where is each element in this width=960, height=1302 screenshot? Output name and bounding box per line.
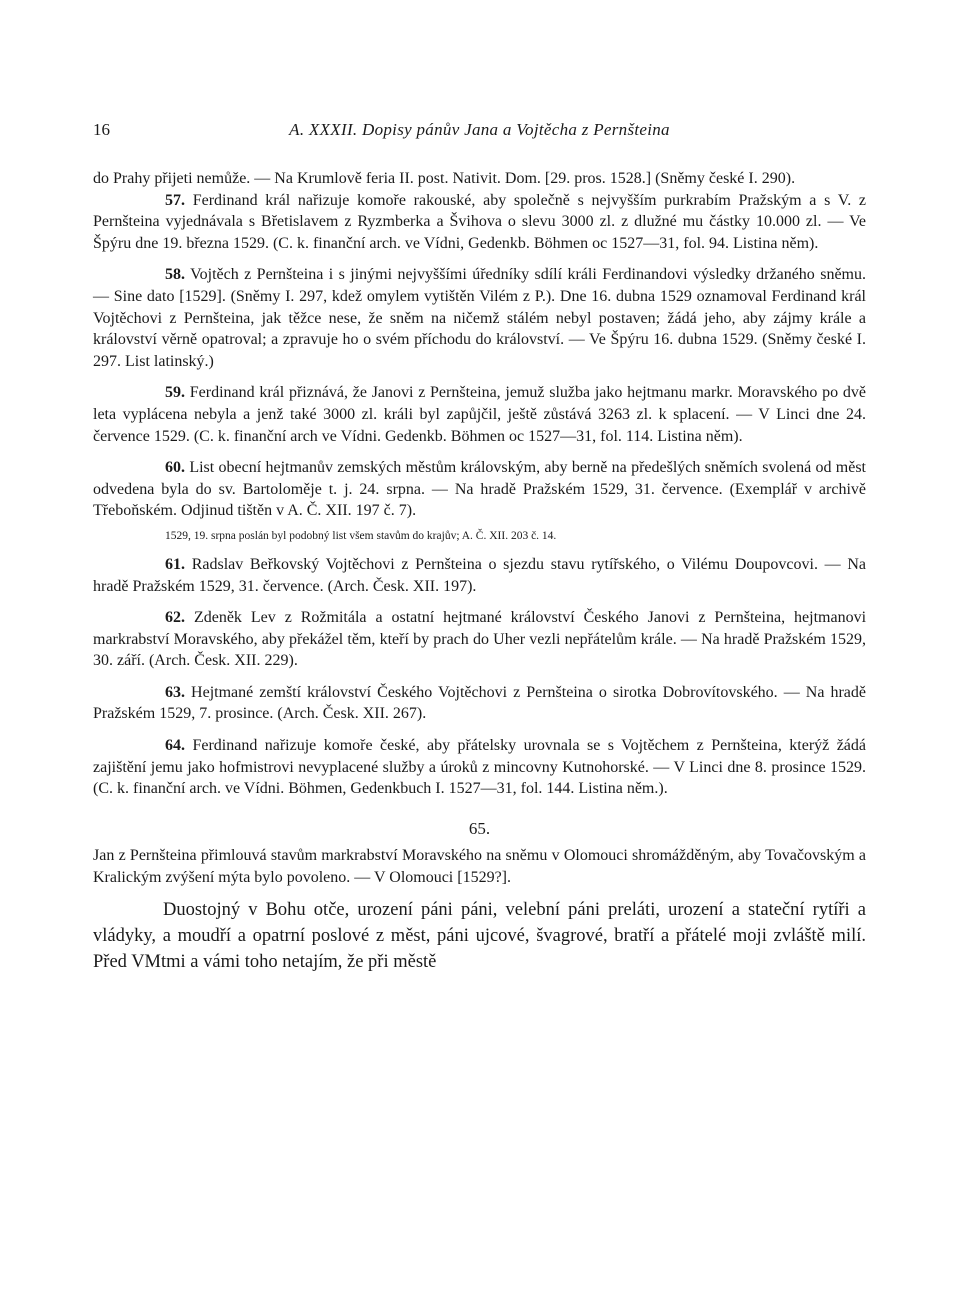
entry-text: List obecní hejtmanův zemských městům královským, aby berně na předešlých sněmích svolená od měst odvedena byla do sv. Bartoloměje t. j. 24. srpna. — Na hradě Pražském 1529, 31. července. (Exemplář v archivě Třeboňském. Odjinud tištěn v A. Č. XII. 197 č. 7).: [93, 459, 867, 520]
entry-62: [93, 607, 866, 672]
entry-text: Zdeněk Lev z Rožmitála a ostatní hejtmané království Českého Janovi z Pernšteina, hejtmanovi markrabství Moravského, aby překážel těm, kteří by prach do Uher vezli nepřátelům krále. — Na hradě Pražském 1529, 30. září. (Arch. Česk. XII. 229).: [93, 609, 867, 670]
entry-text: Ferdinand král přiznává, že Janovi z Pernšteina, jemuž služba jako hejtmanu markr. Moravského po dvě leta vyplácena nebyla a jenž také 3000 zl. králi byl zapůjčil, ještě zůstává 3263 zl. k splacení. — V Linci dne 24. července 1529. (C. k. finanční arch ve Vídni. Gedenkb. Böhmen oc 1527—31, fol. 114. Listina něm).: [93, 384, 867, 445]
running-title: A. XXXII. Dopisy pánův Jana a Vojtěcha z Pernšteina: [289, 120, 670, 139]
document-regest: Jan z Pernšteina přimlouvá stavům markrabství Moravského na sněmu v Olomouci shromážděným, aby Tovačovským a Kralickým zvýšení mýta bylo povoleno. — V Olomouci [1529?].: [93, 847, 866, 887]
entry-63: [93, 682, 866, 725]
entry-text: Hejtmané zemští království Českého Vojtěchovi z Pernšteina o sirotka Dobrovítovského. — Na hradě Pražském 1529, 7. prosince. (Arch. Česk. XII. 267).: [93, 683, 866, 723]
entry-64: [93, 735, 866, 800]
entry-number: 57.: [165, 191, 185, 209]
page-number: 16: [93, 120, 110, 139]
letter-text: Duostojný v Bohu otče, urození páni páni, velební páni preláti, urození a stateční rytíři a vládyky, a moudří a opatrní poslové z měst, páni ujcové, švagrové, bratří a přátelé moji zvláště milí. Před VMtmi a vámi toho netajím, že při městě: [93, 899, 866, 972]
entry-number: 58.: [165, 266, 185, 284]
entry-text: Ferdinand král nařizuje komoře rakouské, aby společně s nejvyšším purkrabím Pražským a s V. z Pernšteina vyjednávala s Břetislavem z Ryzmberka a Švihova o slevu 3000 zl. z dlužné mu částky 10.000 zl. — Ve Špýru dne 19. března 1529. (C. k. finanční arch. ve Vídni, Gedenkb. Böhmen oc 1527—31, fol. 94. Listina něm).: [93, 191, 867, 252]
entry-number: 61.: [165, 555, 185, 573]
page-header: [93, 120, 866, 146]
entry-59: [93, 382, 866, 447]
document-heading: 65.: [468, 818, 491, 838]
entry-number: 60.: [165, 459, 185, 477]
entry-number: 64.: [165, 737, 185, 755]
entry-text: Vojtěch z Pernšteina i s jinými nejvyššími úředníky sdílí králi Ferdinandovi výsledky držaného sněmu. — Sine dato [1529]. (Sněmy I. 297, kdež omylem vytištěn Vilém z P.). Dne 16. dubna 1529 oznamoval Ferdinand král Vojtěchovi z Pernšteina, jak těžce nese, že sněm na ničemž stálém nebyl postaven; žádá jeho, aby zájmy krále a království věrně opatroval; a zpravuje ho o svém příchodu do království. — Ve Špýru 16. dubna 1529. (Sněmy české I. 297. List latinský.): [93, 266, 866, 370]
entry-number: 59.: [165, 384, 185, 402]
entry-57: [93, 190, 866, 255]
page-body: [93, 168, 866, 975]
page: [93, 120, 866, 975]
entry-text: Radslav Beřkovský Vojtěchovi z Pernšteina o sjezdu stavu rytířského, o Vilému Doupovcovi. — Na hradě Pražském 1529, 31. července. (Arch. Česk. XII. 197).: [93, 555, 867, 595]
entry-60: [93, 457, 866, 522]
entry-60-note: 1529, 19. srpna poslán byl podobný list všem stavům do krajův; A. Č. XII. 203 č. 14.: [165, 529, 557, 542]
entry-text: Ferdinand nařizuje komoře české, aby přátelsky urovnala se s Vojtěchem z Pernšteina, kterýž žádá zajištění jemu jako hofmistrovi nevyplacené služby a úroků z mincovny Kutnohorské. — V Linci dne 8. prosince 1529. (C. k. finanční arch. ve Vídni. Böhmen, Gedenkbuch I. 1527—31, fol. 144. Listina něm.).: [93, 737, 866, 798]
continuation-paragraph: do Prahy přijeti nemůže. — Na Krumlově feria II. post. Nativit. Dom. [29. pros. 1528.] (Sněmy české I. 290).: [93, 170, 796, 187]
entry-61: [93, 554, 866, 597]
entry-58: [93, 264, 866, 372]
entry-number: 62.: [165, 609, 185, 627]
entry-number: 63.: [165, 683, 185, 701]
